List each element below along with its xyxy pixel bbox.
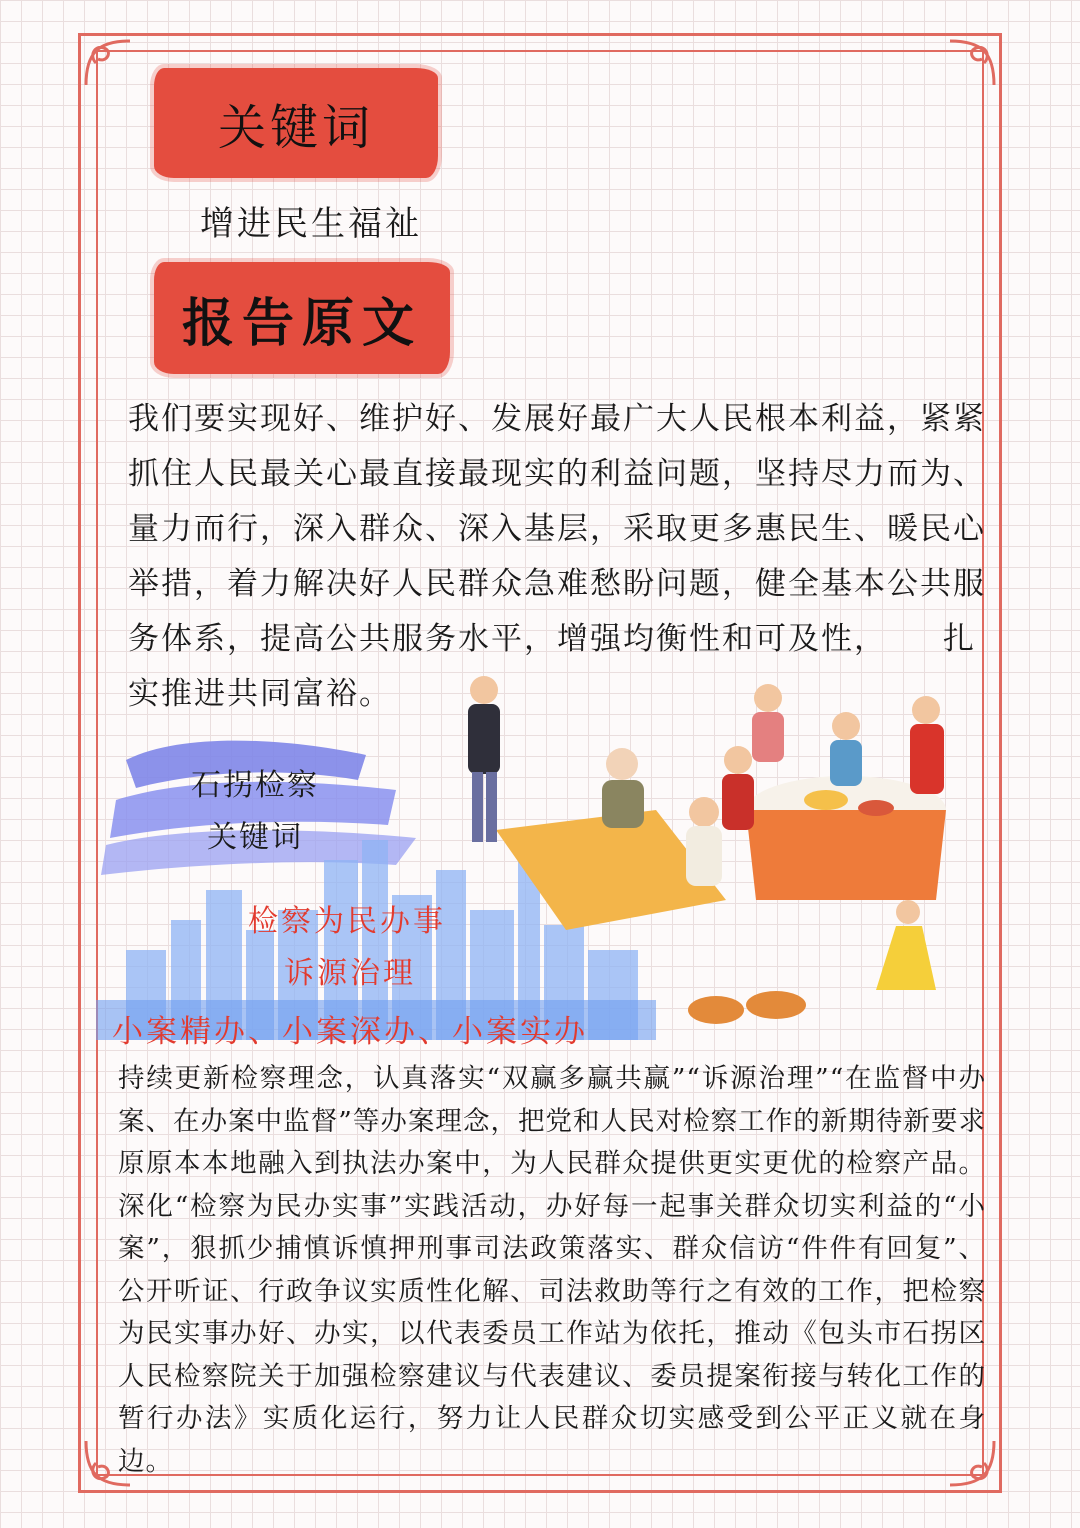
- procuratorate-body-text: 持续更新检察理念，认真落实“双赢多赢共赢”“诉源治理”“在监督中办案、在办案中监督”等办案理念，把党和人民对检察工作的新期待新要求原原本本地融入到执法办案中，为人民群众提供更实更优的检察产品。深化“检察为民办实事”实践活动，办好每一起事关群众切实利益的“小案”，狠抓少捕慎诉慎押刑事司法政策落实、群众信访“件件有回复”、公开听证、行政争议实质性化解、司法救助等行之有效的工作，把检察为民实事办好、办实，以代表委员工作站为依托，推动《包头市石拐区人民检察院关于加强检察建议与代表建议、委员提案衔接与转化工作的暂行办法》实质化运行，努力让人民群众切实感受到公平正义就在身边。: [118, 1063, 986, 1477]
- corner-swirl-icon: [78, 33, 138, 93]
- procuratorate-keyword-1: 检察为民办事: [248, 904, 446, 939]
- report-text-part2: 扎实推进共同富裕。: [128, 621, 976, 712]
- procuratorate-title-line2: 关键词: [207, 820, 303, 855]
- procuratorate-keyword-3: 小案精办、小案深办、小案实办: [112, 1014, 588, 1050]
- keyword-banner: [154, 68, 438, 178]
- standing-person-figure: [468, 676, 500, 842]
- keyword-banner-label: 关键词: [217, 99, 374, 156]
- dog-figure: [688, 991, 806, 1024]
- report-text-part1: 我们要实现好、维护好、发展好最广大人民根本利益，紧紧抓住人民最关心最直接最现实的利益问题，坚持尽力而为、量力而行，深入群众、深入基层，采取更多惠民生、暖民心举措，着力解决好人民群众急难愁盼问题，健全基本公共服务体系，提高公共服务水平，增强均衡性和可及性，: [128, 401, 986, 657]
- procuratorate-keyword-2: 诉源治理: [284, 956, 416, 991]
- corner-swirl-icon: [942, 33, 1002, 93]
- procuratorate-keyword-title: [170, 760, 340, 864]
- procuratorate-title-line1: 石拐检察: [191, 768, 319, 803]
- keyword-text: 增进民生福祉: [200, 204, 422, 244]
- report-banner-label: 报告原文: [181, 292, 422, 354]
- report-banner: [154, 262, 450, 374]
